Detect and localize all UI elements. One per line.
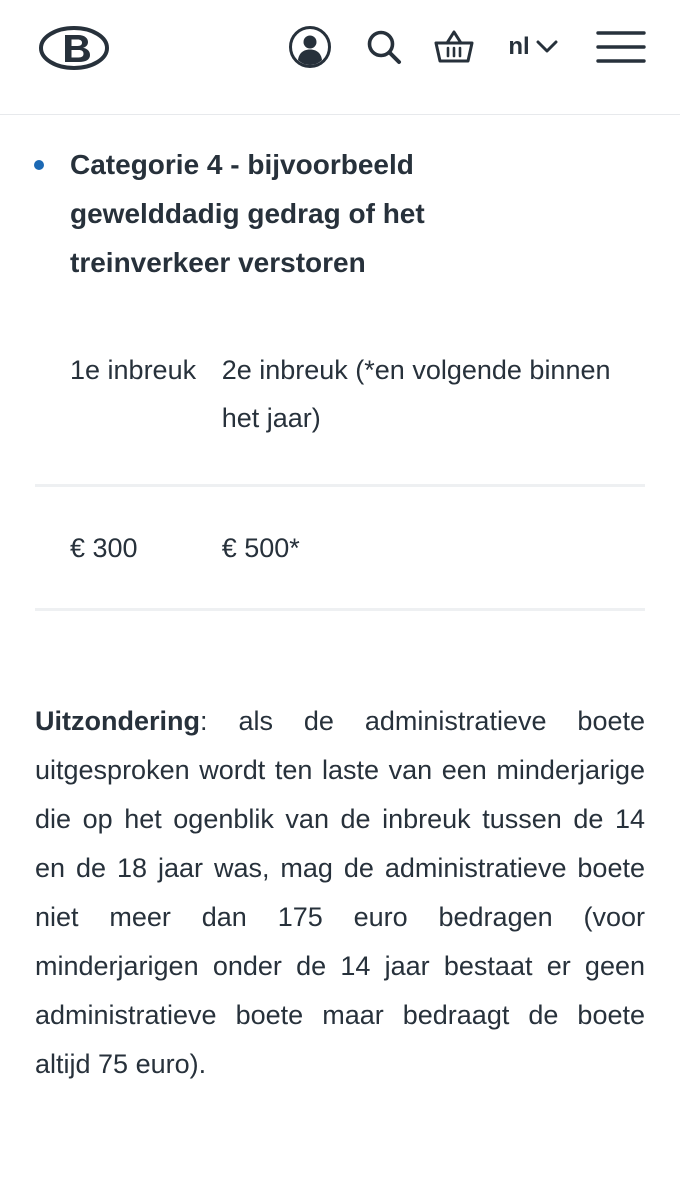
sncb-b-logo-icon — [38, 25, 110, 71]
language-selector[interactable] — [500, 22, 566, 72]
bullet-dot — [34, 160, 44, 170]
exception-paragraph — [35, 697, 645, 1089]
value-first-offence: € 300 — [70, 532, 138, 563]
exception-text: : als de administratieve boete uitgesproken wordt ten laste van een minderjarige die op het ogenblik van de inbreuk tussen de 14 en de 18 jaar was, mag de administratieve boete niet meer dan 175 euro bedragen (voor minderjarigen onder de 14 jaar bestaat er geen administratieve boete maar bedraagt de boete altijd 75 euro). — [35, 706, 645, 1079]
user-account-icon — [288, 25, 332, 69]
menu-button[interactable] — [592, 22, 650, 72]
value-second-offence: € 500* — [221, 532, 300, 563]
fine-table — [35, 340, 645, 611]
header-second-offence: 2e inbreuk (*en volgende binnen het jaar) — [221, 355, 611, 433]
header-first-offence: 1e inbreuk — [70, 355, 197, 385]
basket-icon — [433, 27, 475, 67]
hamburger-menu-icon — [596, 29, 646, 65]
search-icon — [364, 27, 404, 67]
account-button[interactable] — [286, 22, 334, 72]
chevron-down-icon — [536, 40, 558, 54]
table-row — [35, 486, 645, 610]
table-header-row — [35, 340, 645, 486]
search-button[interactable] — [360, 22, 408, 72]
exception-label: Uitzondering — [35, 706, 200, 736]
sncb-logo[interactable] — [38, 25, 110, 71]
basket-button[interactable] — [430, 22, 478, 72]
language-label: nl — [508, 33, 530, 60]
category-title: Categorie 4 - bijvoorbeeld gewelddadig gedrag of het treinverkeer verstoren — [70, 149, 425, 278]
site-header — [0, 0, 680, 115]
